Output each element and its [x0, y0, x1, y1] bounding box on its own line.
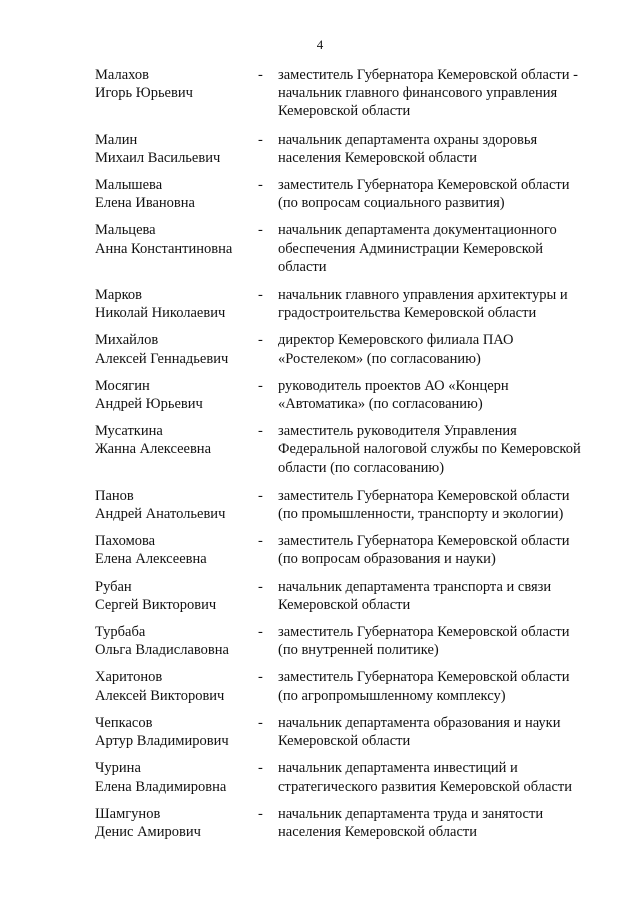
member-entry — [95, 66, 610, 121]
position-line: заместитель Губернатора Кемеровской области — [278, 669, 570, 686]
member-position — [278, 714, 610, 750]
member-position — [278, 66, 610, 121]
position-line: (по агропромышленному комплексу) — [278, 687, 506, 704]
member-surname: Рубан — [95, 578, 132, 595]
member-position — [278, 331, 610, 367]
member-surname: Панов — [95, 487, 134, 504]
member-surname: Шамгунов — [95, 805, 161, 822]
member-given-names: Елена Владимировна — [95, 778, 227, 795]
position-line: (по внутренней политике) — [278, 642, 439, 659]
member-surname: Харитонов — [95, 669, 163, 686]
position-line: начальник департамента документационного — [278, 222, 557, 239]
position-line: «Ростелеком» (по согласованию) — [278, 350, 481, 367]
separator-dash: - — [258, 287, 263, 304]
position-line: начальник департамента инвестиций и — [278, 760, 518, 777]
member-given-names: Игорь Юрьевич — [95, 85, 193, 102]
member-position — [278, 221, 610, 276]
member-entry — [95, 578, 610, 614]
separator-dash: - — [258, 177, 263, 194]
member-entry — [95, 759, 610, 795]
member-surname: Малышева — [95, 177, 163, 194]
member-name — [95, 487, 258, 523]
position-line: Кемеровской области — [278, 103, 411, 120]
position-line: Кемеровской области — [278, 596, 411, 613]
member-surname: Михайлов — [95, 332, 159, 349]
member-name — [95, 286, 258, 322]
position-line: Кемеровской области — [278, 733, 411, 750]
member-entry — [95, 331, 610, 367]
separator-dash: - — [258, 760, 263, 777]
position-line: директор Кемеровского филиала ПАО — [278, 332, 514, 349]
member-name — [95, 668, 258, 704]
position-line: населения Кемеровской области — [278, 149, 478, 166]
member-surname: Малин — [95, 131, 138, 148]
member-given-names: Николай Николаевич — [95, 305, 226, 322]
member-surname: Мальцева — [95, 222, 156, 239]
member-name — [95, 131, 258, 167]
member-name — [95, 578, 258, 614]
position-line: области (по согласованию) — [278, 459, 445, 476]
member-position — [278, 532, 610, 568]
position-line: начальник главного финансового управления — [278, 85, 558, 102]
position-line: стратегического развития Кемеровской области — [278, 778, 572, 795]
position-line: населения Кемеровской области — [278, 823, 478, 840]
member-entry — [95, 221, 610, 276]
member-entry — [95, 487, 610, 523]
separator-dash: - — [258, 222, 263, 239]
member-given-names: Андрей Юрьевич — [95, 396, 203, 413]
member-name — [95, 221, 258, 257]
position-line: заместитель Губернатора Кемеровской области — [278, 177, 570, 194]
member-surname: Турбаба — [95, 624, 146, 641]
member-entry — [95, 714, 610, 750]
member-position — [278, 422, 610, 477]
separator-dash: - — [258, 377, 263, 394]
position-line: руководитель проектов АО «Концерн — [278, 377, 509, 394]
member-name — [95, 623, 258, 659]
member-entry — [95, 377, 610, 413]
member-given-names: Елена Алексеевна — [95, 551, 207, 568]
position-line: заместитель Губернатора Кемеровской области — [278, 533, 570, 550]
member-name — [95, 422, 258, 458]
member-entry — [95, 422, 610, 477]
position-line: (по вопросам социального развития) — [278, 195, 505, 212]
separator-dash: - — [258, 533, 263, 550]
position-line: начальник главного управления архитектуры и — [278, 287, 568, 304]
separator-dash: - — [258, 714, 263, 731]
position-line: начальник департамента труда и занятости — [278, 805, 544, 822]
position-line: заместитель Губернатора Кемеровской области — [278, 487, 570, 504]
position-line: (по промышленности, транспорту и экологии) — [278, 506, 564, 523]
member-surname: Пахомова — [95, 533, 156, 550]
member-position — [278, 286, 610, 322]
member-position — [278, 176, 610, 212]
position-line: начальник департамента транспорта и связи — [278, 578, 552, 595]
position-line: начальник департамента образования и науки — [278, 714, 561, 731]
member-name — [95, 176, 258, 212]
position-line: обеспечения Администрации Кемеровской — [278, 240, 544, 257]
member-position — [278, 131, 610, 167]
member-surname: Чурина — [95, 760, 141, 777]
member-position — [278, 578, 610, 614]
position-line: «Автоматика» (по согласованию) — [278, 396, 483, 413]
member-position — [278, 487, 610, 523]
member-position — [278, 805, 610, 841]
member-name — [95, 759, 258, 795]
separator-dash: - — [258, 423, 263, 440]
position-line: (по вопросам образования и науки) — [278, 551, 496, 568]
member-entry — [95, 176, 610, 212]
member-name — [95, 331, 258, 367]
page-number: 4 — [316, 37, 324, 52]
member-position — [278, 759, 610, 795]
separator-dash: - — [258, 624, 263, 641]
member-given-names: Ольга Владиславовна — [95, 642, 229, 659]
member-given-names: Андрей Анатольевич — [95, 506, 226, 523]
member-given-names: Денис Амирович — [95, 823, 201, 840]
member-entry — [95, 286, 610, 322]
position-line: заместитель Губернатора Кемеровской области - — [278, 67, 578, 83]
member-name — [95, 714, 258, 750]
separator-dash: - — [258, 669, 263, 686]
separator-dash: - — [258, 67, 263, 83]
position-line: градостроительства Кемеровской области — [278, 305, 537, 322]
member-position — [278, 623, 610, 659]
position-line: Федеральной налоговой службы по Кемеровской — [278, 441, 581, 458]
separator-dash: - — [258, 805, 263, 822]
member-given-names: Сергей Викторович — [95, 596, 217, 613]
position-line: заместитель руководителя Управления — [278, 423, 517, 440]
separator-dash: - — [258, 578, 263, 595]
member-given-names: Жанна Алексеевна — [95, 441, 211, 458]
member-surname: Малахов — [95, 67, 149, 83]
member-entry — [95, 623, 610, 659]
member-surname: Мосягин — [95, 377, 150, 394]
member-list — [95, 66, 610, 841]
position-line: заместитель Губернатора Кемеровской области — [278, 624, 570, 641]
member-given-names: Алексей Викторович — [95, 687, 225, 704]
member-surname: Чепкасов — [95, 714, 153, 731]
member-name — [95, 532, 258, 568]
member-entry — [95, 805, 610, 841]
member-entry — [95, 532, 610, 568]
member-name — [95, 805, 258, 841]
member-given-names: Алексей Геннадьевич — [95, 350, 229, 367]
member-position — [278, 377, 610, 413]
separator-dash: - — [258, 332, 263, 349]
member-surname: Мусаткина — [95, 423, 163, 440]
member-name — [95, 377, 258, 413]
member-name — [95, 66, 258, 102]
position-line: начальник департамента охраны здоровья — [278, 131, 538, 148]
member-surname: Марков — [95, 287, 142, 304]
member-position — [278, 668, 610, 704]
member-given-names: Артур Владимирович — [95, 733, 229, 750]
member-entry — [95, 131, 610, 167]
separator-dash: - — [258, 131, 263, 148]
member-given-names: Михаил Васильевич — [95, 149, 221, 166]
member-entry — [95, 668, 610, 704]
member-given-names: Елена Ивановна — [95, 195, 195, 212]
member-given-names: Анна Константиновна — [95, 240, 233, 257]
separator-dash: - — [258, 487, 263, 504]
position-line: области — [278, 258, 327, 275]
